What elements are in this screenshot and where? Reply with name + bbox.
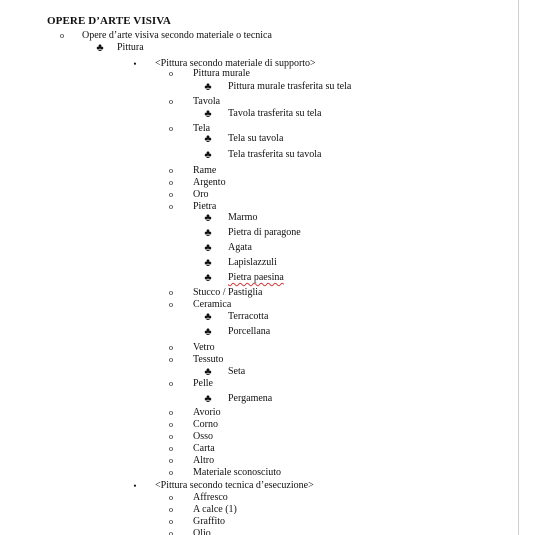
- club-bullet-icon: ♣: [96, 42, 104, 54]
- outline-item-label: Pergamena: [228, 393, 273, 404]
- hollow-bullet-icon: o: [169, 202, 173, 211]
- hollow-bullet-icon: o: [169, 468, 173, 477]
- club-bullet-icon: ♣: [204, 242, 212, 254]
- hollow-bullet-icon: o: [60, 31, 64, 40]
- outline-item-label: Oro: [193, 189, 209, 200]
- outline-item-label: Corno: [193, 419, 218, 430]
- outline-item-label: Opere d’arte visiva secondo materiale o tecnica: [82, 30, 272, 41]
- hollow-bullet-icon: o: [169, 178, 173, 187]
- hollow-bullet-icon: o: [169, 529, 173, 535]
- club-bullet-icon: ♣: [204, 272, 212, 284]
- outline-item-label: Porcellana: [228, 326, 271, 337]
- outline-item-label: Argento: [193, 177, 226, 188]
- outline-item-label: Pietra: [193, 201, 217, 212]
- club-bullet-icon: ♣: [204, 366, 212, 378]
- hollow-bullet-icon: o: [169, 97, 173, 106]
- outline-item-label: Tessuto: [193, 354, 224, 365]
- page-edge: [518, 0, 519, 535]
- outline-item-label: Graffito: [193, 516, 226, 527]
- dot-bullet-icon: •: [133, 481, 137, 491]
- outline-item-label: Pietra di paragone: [228, 227, 301, 238]
- outline-item-label: <Pittura secondo tecnica d’esecuzione>: [155, 480, 314, 491]
- outline-item-label: Tavola trasferita su tela: [228, 108, 322, 119]
- club-bullet-icon: ♣: [204, 326, 212, 338]
- outline-item-label: Osso: [193, 431, 214, 442]
- hollow-bullet-icon: o: [169, 190, 173, 199]
- hollow-bullet-icon: o: [169, 355, 173, 364]
- hollow-bullet-icon: o: [169, 288, 173, 297]
- outline-item-label: Ceramica: [193, 299, 232, 310]
- hollow-bullet-icon: o: [169, 444, 173, 453]
- outline-item-label: Pittura murale trasferita su tela: [228, 81, 352, 92]
- outline-item-label: Stucco / Pastiglia: [193, 287, 263, 298]
- hollow-bullet-icon: o: [169, 420, 173, 429]
- outline-item-label: Lapislazzuli: [228, 257, 277, 268]
- club-bullet-icon: ♣: [204, 149, 212, 161]
- hollow-bullet-icon: o: [169, 505, 173, 514]
- outline-item-label: Agata: [228, 242, 252, 253]
- hollow-bullet-icon: o: [169, 432, 173, 441]
- hollow-bullet-icon: o: [169, 343, 173, 352]
- outline-item-label: Tela trasferita su tavola: [228, 149, 322, 160]
- outline-item-label: Pietra paesina: [228, 272, 284, 283]
- outline-item-label: Tela: [193, 123, 211, 134]
- hollow-bullet-icon: o: [169, 300, 173, 309]
- document-title: OPERE D’ARTE VISIVA: [47, 15, 171, 27]
- outline-item-label: Tela su tavola: [228, 133, 284, 144]
- outline-item-label: Marmo: [228, 212, 258, 223]
- outline-item-label: Vetro: [193, 342, 215, 353]
- outline-item-label: Seta: [228, 366, 246, 377]
- club-bullet-icon: ♣: [204, 212, 212, 224]
- hollow-bullet-icon: o: [169, 69, 173, 78]
- hollow-bullet-icon: o: [169, 493, 173, 502]
- club-bullet-icon: ♣: [204, 257, 212, 269]
- dot-bullet-icon: •: [133, 59, 137, 69]
- outline-item-label: Rame: [193, 165, 217, 176]
- outline-item-label: Tavola: [193, 96, 221, 107]
- hollow-bullet-icon: o: [169, 166, 173, 175]
- club-bullet-icon: ♣: [204, 81, 212, 93]
- club-bullet-icon: ♣: [204, 133, 212, 145]
- club-bullet-icon: ♣: [204, 108, 212, 120]
- outline-item-label: Materiale sconosciuto: [193, 467, 282, 478]
- club-bullet-icon: ♣: [204, 311, 212, 323]
- outline-item-label: Affresco: [193, 492, 228, 503]
- outline-item-label: <Pittura secondo materiale di supporto>: [155, 58, 316, 69]
- outline-item-label: Altro: [193, 455, 215, 466]
- hollow-bullet-icon: o: [169, 517, 173, 526]
- outline-item-label: Pittura murale: [193, 68, 250, 79]
- club-bullet-icon: ♣: [204, 227, 212, 239]
- outline-item-label: Avorio: [193, 407, 221, 418]
- outline-item-label: Terracotta: [228, 311, 269, 322]
- outline-item-label: Pittura: [117, 42, 144, 53]
- outline-item-label: A calce (1): [193, 504, 237, 515]
- outline-item-label: Carta: [193, 443, 215, 454]
- hollow-bullet-icon: o: [169, 408, 173, 417]
- hollow-bullet-icon: o: [169, 379, 173, 388]
- outline-item-label: Olio: [193, 528, 211, 535]
- club-bullet-icon: ♣: [204, 393, 212, 405]
- outline-item-label: Pelle: [193, 378, 213, 389]
- hollow-bullet-icon: o: [169, 124, 173, 133]
- hollow-bullet-icon: o: [169, 456, 173, 465]
